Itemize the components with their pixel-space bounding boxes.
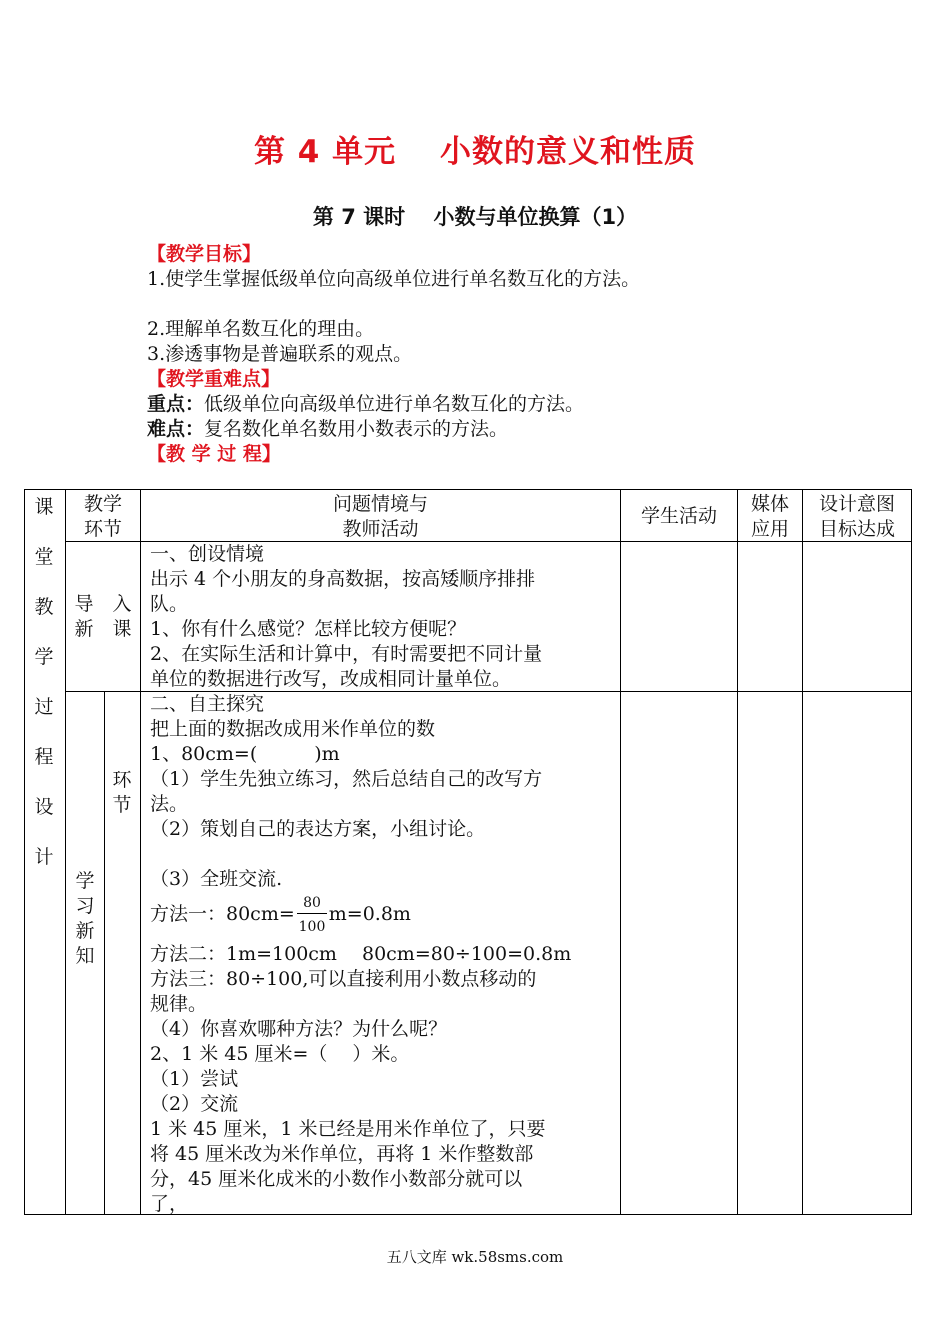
row1-line: 2、在实际生活和计算中，有时需要把不同计量 xyxy=(150,643,543,665)
footer-watermark: 五八文库 wk.58sms.com xyxy=(386,1248,564,1266)
row2-line: 1、80cm=( )m xyxy=(150,743,340,765)
process-heading: 【教 学 过 程】 xyxy=(147,443,281,465)
row1-line: 单位的数据进行改写，改成相同计量单位。 xyxy=(150,668,512,690)
row2-line: 二、自主探究 xyxy=(150,693,265,715)
row2-line: 将 45 厘米改为米作单位，再将 1 米作整数部 xyxy=(150,1143,534,1165)
difficulty-line xyxy=(147,417,508,442)
header-design: 设计意图 目标达成 xyxy=(818,493,895,540)
row2-line: 方法二：1m=100cm 80cm=80÷100=0.8m xyxy=(150,943,572,965)
difficulty-label: 难点： xyxy=(147,418,205,440)
row2-line: 方法三：80÷100,可以直接利用小数点移动的 xyxy=(150,968,537,990)
row2-line: （2）交流 xyxy=(150,1093,239,1115)
table-col-divider-3 xyxy=(620,489,621,1215)
left-label-char: 设 xyxy=(34,796,54,818)
objective-item-3: 3.渗透事物是普遍联系的观点。 xyxy=(147,343,413,365)
row2-line: （1）尝试 xyxy=(150,1068,239,1090)
header-media: 媒体 应用 xyxy=(750,493,789,540)
key-point-label: 重点： xyxy=(147,393,205,415)
row2-line: 把上面的数据改成用米作单位的数 xyxy=(150,718,436,740)
table-border-top xyxy=(24,489,912,490)
left-label-char: 堂 xyxy=(34,546,54,568)
objectives-heading: 【教学目标】 xyxy=(147,243,262,265)
fraction-denominator: 100 xyxy=(298,919,326,935)
row2-section-char: 习 xyxy=(75,895,95,917)
fraction-numerator: 80 xyxy=(303,895,321,911)
key-point-line xyxy=(147,392,584,417)
table-col-divider-5 xyxy=(802,489,803,1215)
row2-line: （1）学生先独立练习，然后总结自己的改写方 xyxy=(150,768,543,790)
row1-line: 1、你有什么感觉？怎样比较方便呢？ xyxy=(150,618,467,640)
left-label-char: 计 xyxy=(34,846,54,868)
left-label-char: 学 xyxy=(34,646,54,668)
fraction-bar xyxy=(297,913,327,914)
header-student: 学生活动 xyxy=(640,505,717,527)
row2-line: 分，45 厘米化成米的小数作小数部分就可以 xyxy=(150,1168,523,1190)
header-problem: 问题情境与 教师活动 xyxy=(332,493,428,540)
table-col-divider-2 xyxy=(140,489,141,1215)
row2-line: （4）你喜欢哪种方法？为什么呢？ xyxy=(150,1018,448,1040)
row2-section-char: 新 xyxy=(75,920,95,942)
header-section: 教学 环节 xyxy=(83,493,122,540)
row2-line: 了， xyxy=(150,1193,189,1215)
key-point-text: 低级单位向高级单位进行单名数互化的方法。 xyxy=(204,393,585,415)
left-label-char: 程 xyxy=(34,746,54,768)
row2-line: 法。 xyxy=(150,793,189,815)
lesson-subtitle: 第 7 课时 小数与单位换算（1） xyxy=(312,205,638,229)
table-subcol-divider xyxy=(104,691,105,1215)
row2-sub-char: 节 xyxy=(112,794,132,816)
left-label-char: 教 xyxy=(34,596,54,618)
row2-line: 2、1 米 45 厘米=（ ）米。 xyxy=(150,1043,410,1065)
method1-suffix: m=0.8m xyxy=(328,903,411,925)
left-label-char: 课 xyxy=(34,496,54,518)
row2-sub-char: 环 xyxy=(112,769,132,791)
row1-line: 队。 xyxy=(150,593,189,615)
row2-line: 1 米 45 厘米，1 米已经是用米作单位了，只要 xyxy=(150,1118,546,1140)
row2-section-char: 学 xyxy=(75,870,95,892)
left-label-char: 过 xyxy=(34,696,54,718)
objective-item-2: 2.理解单名数互化的理由。 xyxy=(147,318,375,340)
document-title: 第 4 单元 小数的意义和性质 xyxy=(254,134,696,170)
row2-line: （3）全班交流. xyxy=(150,868,283,890)
row1-section-label: 导 入 新 课 xyxy=(74,593,132,640)
row2-section-char: 知 xyxy=(75,945,95,967)
method1-prefix: 方法一：80cm= xyxy=(150,903,295,925)
objective-item-1: 1.使学生掌握低级单位向高级单位进行单名数互化的方法。 xyxy=(147,268,641,290)
row1-line: 一、创设情境 xyxy=(150,543,265,565)
table-col-divider-4 xyxy=(737,489,738,1215)
method1-line xyxy=(150,902,411,927)
table-border-right xyxy=(911,489,912,1215)
table-border-left xyxy=(24,489,25,1215)
row2-line: （2）策划自己的表达方案，小组讨论。 xyxy=(150,818,486,840)
row1-line: 出示 4 个小朋友的身高数据，按高矮顺序排排 xyxy=(150,568,536,590)
key-points-heading: 【教学重难点】 xyxy=(147,368,281,390)
difficulty-text: 复名数化单名数用小数表示的方法。 xyxy=(204,418,509,440)
row2-line: 规律。 xyxy=(150,993,208,1015)
